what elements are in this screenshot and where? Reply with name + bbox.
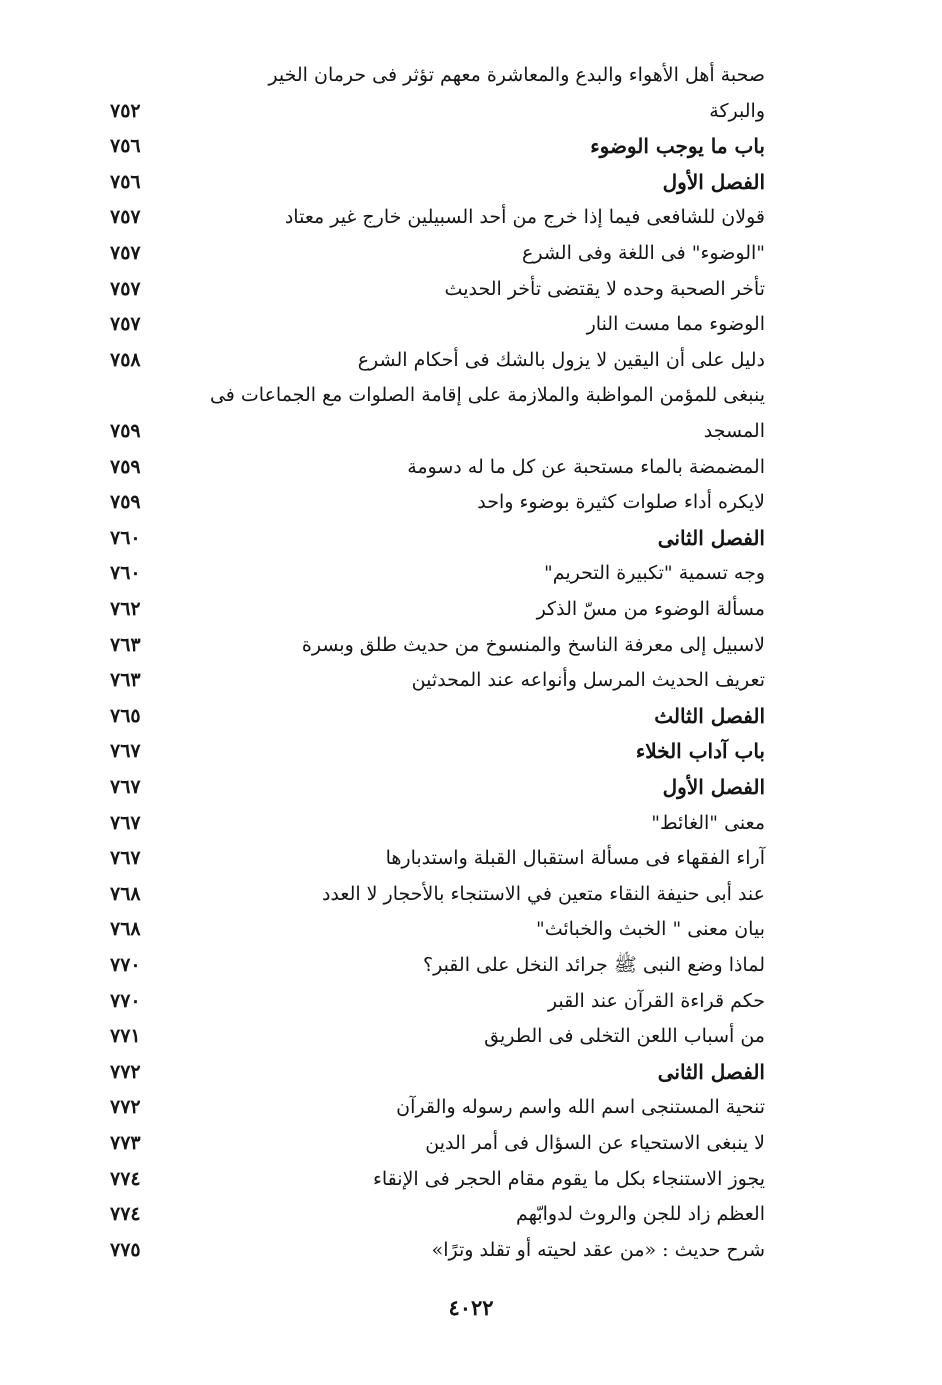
index-entry-title: معنى "الغائط" bbox=[651, 811, 765, 834]
index-entry bbox=[110, 378, 765, 414]
index-entry-title: لا ينبغى الاستحياء عن السؤال فى أمر الدين bbox=[425, 1132, 765, 1154]
index-entry-page: ٧٥٩ bbox=[110, 455, 141, 478]
index-entry-title: المضمضة بالماء مستحبة عن كل ما له دسومة bbox=[407, 455, 765, 478]
index-entry bbox=[110, 948, 765, 984]
page-number: ٤٠٢٢ bbox=[448, 1295, 494, 1320]
index-entry-page: ٧٧٢ bbox=[110, 1096, 141, 1119]
index-entry bbox=[110, 521, 765, 557]
index-entry bbox=[110, 272, 765, 308]
index-entry-title: ينبغى للمؤمن المواظبة والملازمة على إقامة الصلوات مع الجماعات فى bbox=[209, 384, 765, 407]
index-entry-page: ٧٦٧ bbox=[110, 847, 141, 870]
index-entry-title: صحبة أهل الأهواء والبدع والمعاشرة معهم تؤثر فى حرمان الخير bbox=[268, 64, 765, 86]
index-entry-page: ٧٥٩ bbox=[110, 420, 141, 442]
index-entry bbox=[110, 770, 765, 806]
index-entry bbox=[110, 1055, 765, 1091]
index-heading: الفصل الثانى bbox=[657, 1059, 765, 1084]
index-entry bbox=[110, 663, 765, 699]
index-entry bbox=[110, 628, 765, 664]
index-entry-page: ٧٦٥ bbox=[110, 704, 141, 727]
index-entry bbox=[110, 236, 765, 272]
index-entry-page: ٧٦٧ bbox=[110, 776, 141, 798]
index-entry-page: ٧٥٧ bbox=[110, 242, 141, 264]
index-entry-title: الوضوء مما مست النار bbox=[586, 313, 765, 336]
index-entry-title: تعريف الحديث المرسل وأنواعه عند المحدثين bbox=[411, 669, 765, 692]
index-entry-page: ٧٧١ bbox=[110, 1025, 141, 1048]
index-entry-title: العظم زاد للجن والروث لدوابّهم bbox=[515, 1203, 765, 1226]
index-entry bbox=[110, 1019, 765, 1055]
index-entry-page: ٧٥٨ bbox=[110, 348, 141, 371]
index-entry-title: تأخر الصحبة وحده لا يقتضى تأخر الحديث bbox=[444, 277, 765, 300]
index-entry bbox=[110, 1197, 765, 1233]
index-entry-title: "الوضوء" فى اللغة وفى الشرع bbox=[522, 242, 765, 264]
index-entry-page: ٧٧٥ bbox=[110, 1238, 141, 1261]
index-entry bbox=[110, 58, 765, 94]
index-entry bbox=[110, 343, 765, 379]
index-entry-page: ٧٥٢ bbox=[110, 99, 141, 122]
index-entry-page: ٧٧٠ bbox=[110, 989, 141, 1012]
index-entry bbox=[110, 841, 765, 877]
index-entry-title: عند أبى حنيفة النقاء متعين في الاستنجاء بالأحجار لا العدد bbox=[321, 882, 765, 905]
index-entry-title: قولان للشافعى فيما إذا خرج من أحد السبيلين خارج غير معتاد bbox=[284, 206, 765, 229]
index-entry-title: لاسبيل إلى معرفة الناسخ والمنسوخ من حديث طلق وبسرة bbox=[301, 633, 765, 656]
index-entry-title: آراء الفقهاء فى مسألة استقبال القبلة واستدبارها bbox=[385, 847, 765, 870]
index-entry bbox=[110, 1233, 765, 1269]
index-entry bbox=[110, 450, 765, 486]
index-entry bbox=[110, 1162, 765, 1198]
index-entry-title: مسألة الوضوء من مسّ الذكر bbox=[536, 598, 765, 620]
index-entry-page: ٧٥٧ bbox=[110, 313, 141, 336]
index-entry bbox=[110, 592, 765, 628]
index-entry-page: ٧٦٧ bbox=[110, 811, 141, 834]
index-entry bbox=[110, 165, 765, 201]
index-entry-page: ٧٥٧ bbox=[110, 277, 141, 300]
index-entry bbox=[110, 129, 765, 165]
index-entry bbox=[110, 912, 765, 948]
index-entry-page: ٧٧٣ bbox=[110, 1132, 141, 1154]
index-entry-page: ٧٦٣ bbox=[110, 669, 141, 692]
index-entry bbox=[110, 984, 765, 1020]
index-entry-title: وجه تسمية "تكبيرة التحريم" bbox=[543, 562, 765, 585]
index-entry-title: دليل على أن اليقين لا يزول بالشك فى أحكام الشرع bbox=[357, 348, 765, 371]
index-entry-title: والبركة bbox=[709, 99, 765, 122]
index-entry-page: ٧٥٧ bbox=[110, 206, 141, 229]
index-entry bbox=[110, 94, 765, 130]
index-entry-title: شرح حديث : «من عقد لحيته أو تقلد وترًا» bbox=[431, 1238, 765, 1261]
index-entry-title: بيان معنى " الخبث والخبائث" bbox=[535, 918, 765, 941]
index-entry bbox=[110, 734, 765, 770]
index-entry-page: ٧٦٢ bbox=[110, 598, 141, 620]
index-entry-title: لماذا وضع النبى ﷺ جرائد النخل على القبر؟ bbox=[423, 954, 765, 976]
index-entry-page: ٧٦٧ bbox=[110, 740, 141, 763]
index-entry-page: ٧٦٣ bbox=[110, 633, 141, 656]
index-entry bbox=[110, 556, 765, 592]
index-entry bbox=[110, 307, 765, 343]
index-entry bbox=[110, 200, 765, 236]
index-heading: باب آداب الخلاء bbox=[635, 739, 765, 764]
index-entry bbox=[110, 1090, 765, 1126]
index-entry-title: لايكره أداء صلوات كثيرة بوضوء واحد bbox=[477, 491, 765, 514]
index-heading: باب ما يوجب الوضوء bbox=[590, 134, 765, 159]
index-entry-page: ٧٥٩ bbox=[110, 491, 141, 514]
index-entry-page: ٧٥٦ bbox=[110, 170, 141, 193]
index-heading: الفصل الأول bbox=[662, 775, 765, 799]
index-entry bbox=[110, 806, 765, 842]
index-entry-title: حكم قراءة القرآن عند القبر bbox=[547, 989, 765, 1012]
index-entry-title: من أسباب اللعن التخلى فى الطريق bbox=[484, 1025, 765, 1048]
index-entry bbox=[110, 699, 765, 735]
index-heading: الفصل الأول bbox=[662, 169, 765, 194]
index-entry-page: ٧٦٨ bbox=[110, 918, 141, 941]
index-entry-page: ٧٧٤ bbox=[110, 1203, 141, 1226]
index-entry-title: تنحية المستنجى اسم الله واسم رسوله والقرآن bbox=[396, 1096, 765, 1119]
index-entry-page: ٧٧٢ bbox=[110, 1060, 141, 1083]
index-entry-page: ٧٧٠ bbox=[110, 954, 141, 976]
index-entry-page: ٧٥٦ bbox=[110, 135, 141, 158]
index-entry-page: ٧٦٨ bbox=[110, 882, 141, 905]
index-entry-page: ٧٦٠ bbox=[110, 562, 141, 585]
index-entry-page: ٧٦٠ bbox=[110, 526, 141, 549]
index-heading: الفصل الثانى bbox=[657, 525, 765, 550]
index-entry bbox=[110, 414, 765, 450]
index-entry bbox=[110, 485, 765, 521]
index-entry bbox=[110, 1126, 765, 1162]
index-entry-title: المسجد bbox=[703, 420, 765, 442]
index-entry-page: ٧٧٤ bbox=[110, 1167, 141, 1190]
index-heading: الفصل الثالث bbox=[654, 703, 765, 728]
index-entry-title: يجوز الاستنجاء بكل ما يقوم مقام الحجر فى الإنقاء bbox=[372, 1167, 765, 1190]
index-entry bbox=[110, 877, 765, 913]
